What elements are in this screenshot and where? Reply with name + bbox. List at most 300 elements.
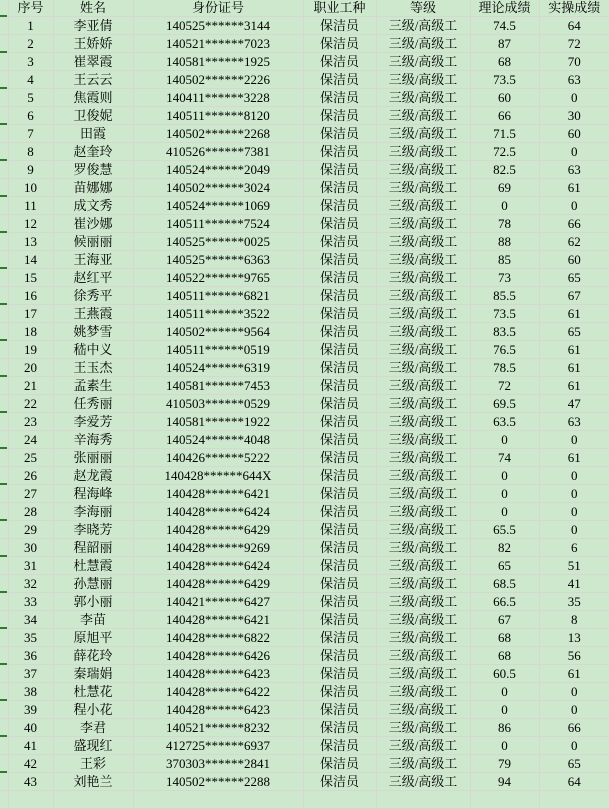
cell-theory-score[interactable]: 85.5 <box>470 286 539 304</box>
cell-level[interactable]: 三级/高级工 <box>376 34 470 52</box>
cell-id-number[interactable]: 140581******1922 <box>133 412 303 430</box>
cell-practical-score[interactable]: 61 <box>539 376 609 394</box>
cell-seq[interactable]: 3 <box>8 52 53 70</box>
cell-id-number[interactable]: 140428******6429 <box>133 520 303 538</box>
cell-seq[interactable]: 38 <box>8 682 53 700</box>
cell-seq[interactable]: 33 <box>8 592 53 610</box>
cell-job-type[interactable]: 保洁员 <box>303 430 376 448</box>
cell-level[interactable]: 三级/高级工 <box>376 196 470 214</box>
cell-name[interactable]: 程海峰 <box>53 484 133 502</box>
cell-seq[interactable]: 9 <box>8 160 53 178</box>
cell-level[interactable]: 三级/高级工 <box>376 718 470 736</box>
cell-id-number[interactable]: 140511******0519 <box>133 340 303 358</box>
cell-seq[interactable]: 8 <box>8 142 53 160</box>
cell-practical-score[interactable]: 13 <box>539 628 609 646</box>
cell-id-number[interactable]: 140421******6427 <box>133 592 303 610</box>
cell-id-number[interactable]: 410526******7381 <box>133 142 303 160</box>
header-practical-score[interactable]: 实操成绩 <box>539 0 609 16</box>
cell-id-number[interactable]: 412725******6937 <box>133 736 303 754</box>
cell-id-number[interactable]: 140525******0025 <box>133 232 303 250</box>
cell-job-type[interactable]: 保洁员 <box>303 664 376 682</box>
cell-level[interactable] <box>376 790 470 808</box>
cell-id-number[interactable]: 140522******9765 <box>133 268 303 286</box>
cell-theory-score[interactable]: 71.5 <box>470 124 539 142</box>
cell-practical-score[interactable]: 61 <box>539 358 609 376</box>
cell-practical-score[interactable]: 41 <box>539 574 609 592</box>
cell-level[interactable]: 三级/高级工 <box>376 646 470 664</box>
cell-id-number[interactable]: 140428******6421 <box>133 610 303 628</box>
cell-seq[interactable]: 11 <box>8 196 53 214</box>
cell-level[interactable]: 三级/高级工 <box>376 682 470 700</box>
cell-name[interactable]: 赵红平 <box>53 268 133 286</box>
cell-theory-score[interactable]: 79 <box>470 754 539 772</box>
cell-practical-score[interactable]: 70 <box>539 52 609 70</box>
cell-level[interactable]: 三级/高级工 <box>376 466 470 484</box>
cell-level[interactable]: 三级/高级工 <box>376 700 470 718</box>
cell-job-type[interactable]: 保洁员 <box>303 700 376 718</box>
cell-level[interactable]: 三级/高级工 <box>376 16 470 34</box>
cell-theory-score[interactable]: 0 <box>470 484 539 502</box>
cell-practical-score[interactable]: 60 <box>539 250 609 268</box>
cell-id-number[interactable]: 140511******3522 <box>133 304 303 322</box>
cell-name[interactable]: 孟素生 <box>53 376 133 394</box>
cell-theory-score[interactable]: 73.5 <box>470 304 539 322</box>
cell-level[interactable]: 三级/高级工 <box>376 592 470 610</box>
cell-practical-score[interactable]: 0 <box>539 466 609 484</box>
cell-practical-score[interactable]: 0 <box>539 736 609 754</box>
cell-name[interactable]: 辛海秀 <box>53 430 133 448</box>
cell-name[interactable]: 王云云 <box>53 70 133 88</box>
cell-name[interactable]: 候丽丽 <box>53 232 133 250</box>
cell-job-type[interactable]: 保洁员 <box>303 592 376 610</box>
cell-practical-score[interactable]: 72 <box>539 34 609 52</box>
cell-theory-score[interactable]: 0 <box>470 736 539 754</box>
cell-level[interactable]: 三级/高级工 <box>376 340 470 358</box>
cell-practical-score[interactable]: 64 <box>539 16 609 34</box>
cell-id-number[interactable]: 140524******2049 <box>133 160 303 178</box>
cell-theory-score[interactable]: 72.5 <box>470 142 539 160</box>
cell-level[interactable]: 三级/高级工 <box>376 160 470 178</box>
cell-level[interactable]: 三级/高级工 <box>376 250 470 268</box>
cell-theory-score[interactable]: 74.5 <box>470 16 539 34</box>
cell-name[interactable]: 王海亚 <box>53 250 133 268</box>
cell-practical-score[interactable]: 8 <box>539 610 609 628</box>
cell-theory-score[interactable]: 68.5 <box>470 574 539 592</box>
cell-name[interactable]: 薛花玲 <box>53 646 133 664</box>
cell-name[interactable]: 王燕霞 <box>53 304 133 322</box>
cell-practical-score[interactable]: 65 <box>539 754 609 772</box>
cell-name[interactable]: 盛现红 <box>53 736 133 754</box>
cell-practical-score[interactable]: 62 <box>539 232 609 250</box>
cell-job-type[interactable]: 保洁员 <box>303 538 376 556</box>
cell-theory-score[interactable]: 87 <box>470 34 539 52</box>
cell-name[interactable]: 罗俊慧 <box>53 160 133 178</box>
cell-theory-score[interactable]: 73.5 <box>470 70 539 88</box>
cell-job-type[interactable]: 保洁员 <box>303 106 376 124</box>
cell-seq[interactable]: 25 <box>8 448 53 466</box>
cell-seq[interactable]: 34 <box>8 610 53 628</box>
cell-seq[interactable]: 31 <box>8 556 53 574</box>
cell-job-type[interactable]: 保洁员 <box>303 322 376 340</box>
cell-level[interactable]: 三级/高级工 <box>376 52 470 70</box>
cell-job-type[interactable]: 保洁员 <box>303 250 376 268</box>
cell-job-type[interactable]: 保洁员 <box>303 214 376 232</box>
cell-level[interactable]: 三级/高级工 <box>376 304 470 322</box>
cell-theory-score[interactable]: 0 <box>470 196 539 214</box>
cell-id-number[interactable]: 140581******1925 <box>133 52 303 70</box>
cell-id-number[interactable]: 140428******6423 <box>133 700 303 718</box>
cell-job-type[interactable]: 保洁员 <box>303 520 376 538</box>
cell-job-type[interactable]: 保洁员 <box>303 772 376 790</box>
cell-job-type[interactable]: 保洁员 <box>303 70 376 88</box>
cell-job-type[interactable] <box>303 790 376 808</box>
cell-practical-score[interactable] <box>539 790 609 808</box>
cell-job-type[interactable]: 保洁员 <box>303 124 376 142</box>
cell-seq[interactable]: 37 <box>8 664 53 682</box>
cell-level[interactable]: 三级/高级工 <box>376 178 470 196</box>
cell-job-type[interactable]: 保洁员 <box>303 196 376 214</box>
cell-practical-score[interactable]: 65 <box>539 268 609 286</box>
cell-theory-score[interactable]: 69 <box>470 178 539 196</box>
cell-name[interactable]: 王彩 <box>53 754 133 772</box>
cell-name[interactable]: 卫俊妮 <box>53 106 133 124</box>
cell-id-number[interactable]: 140428******6422 <box>133 682 303 700</box>
cell-id-number[interactable]: 140502******2226 <box>133 70 303 88</box>
cell-id-number[interactable]: 140428******644X <box>133 466 303 484</box>
header-level[interactable]: 等级 <box>376 0 470 16</box>
cell-name[interactable]: 李君 <box>53 718 133 736</box>
cell-seq[interactable]: 6 <box>8 106 53 124</box>
cell-theory-score[interactable]: 74 <box>470 448 539 466</box>
cell-job-type[interactable]: 保洁员 <box>303 268 376 286</box>
cell-seq[interactable]: 2 <box>8 34 53 52</box>
cell-theory-score[interactable]: 76.5 <box>470 340 539 358</box>
cell-job-type[interactable]: 保洁员 <box>303 394 376 412</box>
cell-job-type[interactable]: 保洁员 <box>303 34 376 52</box>
cell-id-number[interactable]: 140428******6426 <box>133 646 303 664</box>
cell-seq[interactable]: 42 <box>8 754 53 772</box>
cell-theory-score[interactable]: 82.5 <box>470 160 539 178</box>
cell-job-type[interactable]: 保洁员 <box>303 340 376 358</box>
cell-id-number[interactable]: 140524******4048 <box>133 430 303 448</box>
cell-theory-score[interactable]: 68 <box>470 646 539 664</box>
cell-seq[interactable]: 24 <box>8 430 53 448</box>
cell-seq[interactable]: 27 <box>8 484 53 502</box>
cell-practical-score[interactable]: 0 <box>539 682 609 700</box>
cell-level[interactable]: 三级/高级工 <box>376 556 470 574</box>
cell-job-type[interactable]: 保洁员 <box>303 574 376 592</box>
cell-practical-score[interactable]: 0 <box>539 142 609 160</box>
cell-level[interactable]: 三级/高级工 <box>376 124 470 142</box>
cell-seq[interactable]: 29 <box>8 520 53 538</box>
cell-level[interactable]: 三级/高级工 <box>376 772 470 790</box>
cell-id-number[interactable]: 370303******2841 <box>133 754 303 772</box>
cell-job-type[interactable]: 保洁员 <box>303 466 376 484</box>
cell-theory-score[interactable]: 69.5 <box>470 394 539 412</box>
cell-seq[interactable]: 22 <box>8 394 53 412</box>
cell-job-type[interactable]: 保洁员 <box>303 502 376 520</box>
header-theory-score[interactable]: 理论成绩 <box>470 0 539 16</box>
cell-name[interactable]: 焦霞则 <box>53 88 133 106</box>
cell-seq[interactable]: 41 <box>8 736 53 754</box>
cell-id-number[interactable]: 140524******1069 <box>133 196 303 214</box>
cell-job-type[interactable]: 保洁员 <box>303 88 376 106</box>
cell-seq[interactable]: 43 <box>8 772 53 790</box>
cell-level[interactable]: 三级/高级工 <box>376 376 470 394</box>
cell-id-number[interactable]: 140428******6424 <box>133 556 303 574</box>
cell-name[interactable]: 李晓芳 <box>53 520 133 538</box>
cell-name[interactable]: 杜慧霞 <box>53 556 133 574</box>
cell-name[interactable]: 张丽丽 <box>53 448 133 466</box>
cell-id-number[interactable]: 140521******7023 <box>133 34 303 52</box>
cell-id-number[interactable]: 410503******0529 <box>133 394 303 412</box>
cell-level[interactable]: 三级/高级工 <box>376 286 470 304</box>
cell-level[interactable]: 三级/高级工 <box>376 268 470 286</box>
cell-seq[interactable]: 12 <box>8 214 53 232</box>
cell-theory-score[interactable]: 0 <box>470 502 539 520</box>
cell-practical-score[interactable]: 60 <box>539 124 609 142</box>
cell-job-type[interactable]: 保洁员 <box>303 412 376 430</box>
cell-name[interactable]: 徐秀平 <box>53 286 133 304</box>
cell-seq[interactable]: 36 <box>8 646 53 664</box>
cell-id-number[interactable]: 140525******6363 <box>133 250 303 268</box>
cell-seq[interactable]: 40 <box>8 718 53 736</box>
cell-theory-score[interactable]: 66 <box>470 106 539 124</box>
cell-id-number[interactable]: 140426******5222 <box>133 448 303 466</box>
cell-id-number[interactable]: 140428******6822 <box>133 628 303 646</box>
cell-level[interactable]: 三级/高级工 <box>376 574 470 592</box>
cell-job-type[interactable]: 保洁员 <box>303 304 376 322</box>
cell-practical-score[interactable]: 66 <box>539 214 609 232</box>
cell-theory-score[interactable]: 0 <box>470 700 539 718</box>
cell-id-number[interactable]: 140511******8120 <box>133 106 303 124</box>
cell-level[interactable]: 三级/高级工 <box>376 358 470 376</box>
cell-name[interactable]: 苗娜娜 <box>53 178 133 196</box>
cell-theory-score[interactable]: 88 <box>470 232 539 250</box>
cell-name[interactable]: 姚梦雪 <box>53 322 133 340</box>
cell-name[interactable]: 刘艳兰 <box>53 772 133 790</box>
cell-job-type[interactable]: 保洁员 <box>303 736 376 754</box>
cell-level[interactable]: 三级/高级工 <box>376 70 470 88</box>
cell-job-type[interactable]: 保洁员 <box>303 358 376 376</box>
cell-job-type[interactable]: 保洁员 <box>303 286 376 304</box>
header-seq[interactable]: 序号 <box>8 0 53 16</box>
cell-practical-score[interactable]: 0 <box>539 484 609 502</box>
cell-name[interactable]: 李爱芳 <box>53 412 133 430</box>
cell-level[interactable]: 三级/高级工 <box>376 214 470 232</box>
cell-id-number[interactable]: 140428******6421 <box>133 484 303 502</box>
cell-level[interactable]: 三级/高级工 <box>376 412 470 430</box>
cell-practical-score[interactable]: 63 <box>539 412 609 430</box>
cell-id-number[interactable]: 140502******9564 <box>133 322 303 340</box>
cell-theory-score[interactable]: 85 <box>470 250 539 268</box>
cell-level[interactable]: 三级/高级工 <box>376 88 470 106</box>
cell-id-number[interactable]: 140524******6319 <box>133 358 303 376</box>
cell-level[interactable]: 三级/高级工 <box>376 430 470 448</box>
cell-practical-score[interactable]: 66 <box>539 718 609 736</box>
cell-seq[interactable]: 32 <box>8 574 53 592</box>
cell-seq[interactable]: 20 <box>8 358 53 376</box>
cell-practical-score[interactable]: 63 <box>539 160 609 178</box>
cell-job-type[interactable]: 保洁员 <box>303 754 376 772</box>
cell-theory-score[interactable]: 78.5 <box>470 358 539 376</box>
cell-seq[interactable]: 4 <box>8 70 53 88</box>
cell-seq[interactable]: 21 <box>8 376 53 394</box>
cell-seq[interactable]: 26 <box>8 466 53 484</box>
cell-job-type[interactable]: 保洁员 <box>303 448 376 466</box>
cell-name[interactable]: 孙慧丽 <box>53 574 133 592</box>
cell-job-type[interactable]: 保洁员 <box>303 178 376 196</box>
cell-name[interactable]: 田霞 <box>53 124 133 142</box>
cell-level[interactable]: 三级/高级工 <box>376 736 470 754</box>
cell-job-type[interactable]: 保洁员 <box>303 160 376 178</box>
cell-level[interactable]: 三级/高级工 <box>376 448 470 466</box>
cell-theory-score[interactable]: 73 <box>470 268 539 286</box>
cell-practical-score[interactable]: 6 <box>539 538 609 556</box>
cell-seq[interactable]: 16 <box>8 286 53 304</box>
cell-name[interactable]: 赵奎玲 <box>53 142 133 160</box>
cell-theory-score[interactable]: 63.5 <box>470 412 539 430</box>
cell-seq[interactable]: 1 <box>8 16 53 34</box>
cell-level[interactable]: 三级/高级工 <box>376 538 470 556</box>
cell-id-number[interactable]: 140428******6429 <box>133 574 303 592</box>
cell-seq[interactable]: 30 <box>8 538 53 556</box>
cell-job-type[interactable]: 保洁员 <box>303 52 376 70</box>
header-name[interactable]: 姓名 <box>53 0 133 16</box>
header-job-type[interactable]: 职业工种 <box>303 0 376 16</box>
cell-job-type[interactable]: 保洁员 <box>303 232 376 250</box>
cell-theory-score[interactable]: 78 <box>470 214 539 232</box>
cell-practical-score[interactable]: 0 <box>539 700 609 718</box>
cell-seq[interactable]: 17 <box>8 304 53 322</box>
cell-name[interactable] <box>53 790 133 808</box>
cell-theory-score[interactable]: 66.5 <box>470 592 539 610</box>
cell-practical-score[interactable]: 65 <box>539 322 609 340</box>
cell-job-type[interactable]: 保洁员 <box>303 484 376 502</box>
cell-theory-score[interactable]: 0 <box>470 430 539 448</box>
cell-practical-score[interactable]: 61 <box>539 178 609 196</box>
cell-seq[interactable]: 19 <box>8 340 53 358</box>
cell-practical-score[interactable]: 61 <box>539 304 609 322</box>
cell-level[interactable]: 三级/高级工 <box>376 628 470 646</box>
cell-level[interactable]: 三级/高级工 <box>376 394 470 412</box>
cell-name[interactable]: 崔沙娜 <box>53 214 133 232</box>
cell-job-type[interactable]: 保洁员 <box>303 556 376 574</box>
cell-level[interactable]: 三级/高级工 <box>376 232 470 250</box>
cell-id-number[interactable]: 140502******2288 <box>133 772 303 790</box>
cell-id-number[interactable]: 140428******6424 <box>133 502 303 520</box>
cell-seq[interactable] <box>8 790 53 808</box>
cell-id-number[interactable]: 140502******2268 <box>133 124 303 142</box>
cell-practical-score[interactable]: 0 <box>539 430 609 448</box>
cell-theory-score[interactable]: 60.5 <box>470 664 539 682</box>
cell-job-type[interactable]: 保洁员 <box>303 646 376 664</box>
cell-name[interactable]: 任秀丽 <box>53 394 133 412</box>
cell-id-number[interactable]: 140581******7453 <box>133 376 303 394</box>
cell-name[interactable]: 李苗 <box>53 610 133 628</box>
cell-job-type[interactable]: 保洁员 <box>303 682 376 700</box>
cell-theory-score[interactable]: 60 <box>470 88 539 106</box>
cell-name[interactable]: 赵龙霞 <box>53 466 133 484</box>
cell-id-number[interactable]: 140511******7524 <box>133 214 303 232</box>
cell-level[interactable]: 三级/高级工 <box>376 106 470 124</box>
cell-name[interactable]: 成文秀 <box>53 196 133 214</box>
cell-seq[interactable]: 7 <box>8 124 53 142</box>
cell-practical-score[interactable]: 61 <box>539 664 609 682</box>
cell-theory-score[interactable]: 86 <box>470 718 539 736</box>
cell-theory-score[interactable]: 65.5 <box>470 520 539 538</box>
cell-name[interactable]: 嵇中义 <box>53 340 133 358</box>
header-id-number[interactable]: 身份证号 <box>133 0 303 16</box>
cell-name[interactable]: 秦瑞娟 <box>53 664 133 682</box>
cell-practical-score[interactable]: 56 <box>539 646 609 664</box>
cell-seq[interactable]: 35 <box>8 628 53 646</box>
cell-name[interactable]: 原旭平 <box>53 628 133 646</box>
cell-theory-score[interactable]: 68 <box>470 52 539 70</box>
cell-id-number[interactable]: 140411******3228 <box>133 88 303 106</box>
cell-seq[interactable]: 28 <box>8 502 53 520</box>
cell-name[interactable]: 程小花 <box>53 700 133 718</box>
cell-level[interactable]: 三级/高级工 <box>376 142 470 160</box>
cell-practical-score[interactable]: 64 <box>539 772 609 790</box>
cell-level[interactable]: 三级/高级工 <box>376 754 470 772</box>
cell-name[interactable]: 郭小丽 <box>53 592 133 610</box>
cell-theory-score[interactable]: 82 <box>470 538 539 556</box>
cell-id-number[interactable]: 140511******6821 <box>133 286 303 304</box>
cell-id-number[interactable]: 140428******6423 <box>133 664 303 682</box>
cell-id-number[interactable]: 140502******3024 <box>133 178 303 196</box>
cell-seq[interactable]: 18 <box>8 322 53 340</box>
cell-practical-score[interactable]: 0 <box>539 520 609 538</box>
cell-job-type[interactable]: 保洁员 <box>303 628 376 646</box>
cell-theory-score[interactable] <box>470 790 539 808</box>
cell-job-type[interactable]: 保洁员 <box>303 718 376 736</box>
cell-id-number[interactable]: 140521******8232 <box>133 718 303 736</box>
cell-practical-score[interactable]: 30 <box>539 106 609 124</box>
cell-seq[interactable]: 5 <box>8 88 53 106</box>
cell-practical-score[interactable]: 63 <box>539 70 609 88</box>
cell-practical-score[interactable]: 61 <box>539 448 609 466</box>
cell-seq[interactable]: 39 <box>8 700 53 718</box>
cell-practical-score[interactable]: 51 <box>539 556 609 574</box>
cell-name[interactable]: 王玉杰 <box>53 358 133 376</box>
cell-theory-score[interactable]: 65 <box>470 556 539 574</box>
cell-practical-score[interactable]: 47 <box>539 394 609 412</box>
cell-seq[interactable]: 15 <box>8 268 53 286</box>
cell-practical-score[interactable]: 0 <box>539 502 609 520</box>
cell-level[interactable]: 三级/高级工 <box>376 610 470 628</box>
cell-name[interactable]: 李海丽 <box>53 502 133 520</box>
cell-seq[interactable]: 10 <box>8 178 53 196</box>
cell-theory-score[interactable]: 83.5 <box>470 322 539 340</box>
cell-theory-score[interactable]: 94 <box>470 772 539 790</box>
cell-name[interactable]: 李亚倩 <box>53 16 133 34</box>
cell-practical-score[interactable]: 0 <box>539 88 609 106</box>
cell-theory-score[interactable]: 0 <box>470 466 539 484</box>
cell-job-type[interactable]: 保洁员 <box>303 16 376 34</box>
cell-level[interactable]: 三级/高级工 <box>376 664 470 682</box>
cell-name[interactable]: 杜慧花 <box>53 682 133 700</box>
cell-id-number[interactable]: 140428******9269 <box>133 538 303 556</box>
cell-theory-score[interactable]: 68 <box>470 628 539 646</box>
cell-seq[interactable]: 23 <box>8 412 53 430</box>
cell-seq[interactable]: 14 <box>8 250 53 268</box>
cell-name[interactable]: 王娇娇 <box>53 34 133 52</box>
cell-id-number[interactable] <box>133 790 303 808</box>
cell-level[interactable]: 三级/高级工 <box>376 484 470 502</box>
cell-seq[interactable]: 13 <box>8 232 53 250</box>
cell-job-type[interactable]: 保洁员 <box>303 376 376 394</box>
